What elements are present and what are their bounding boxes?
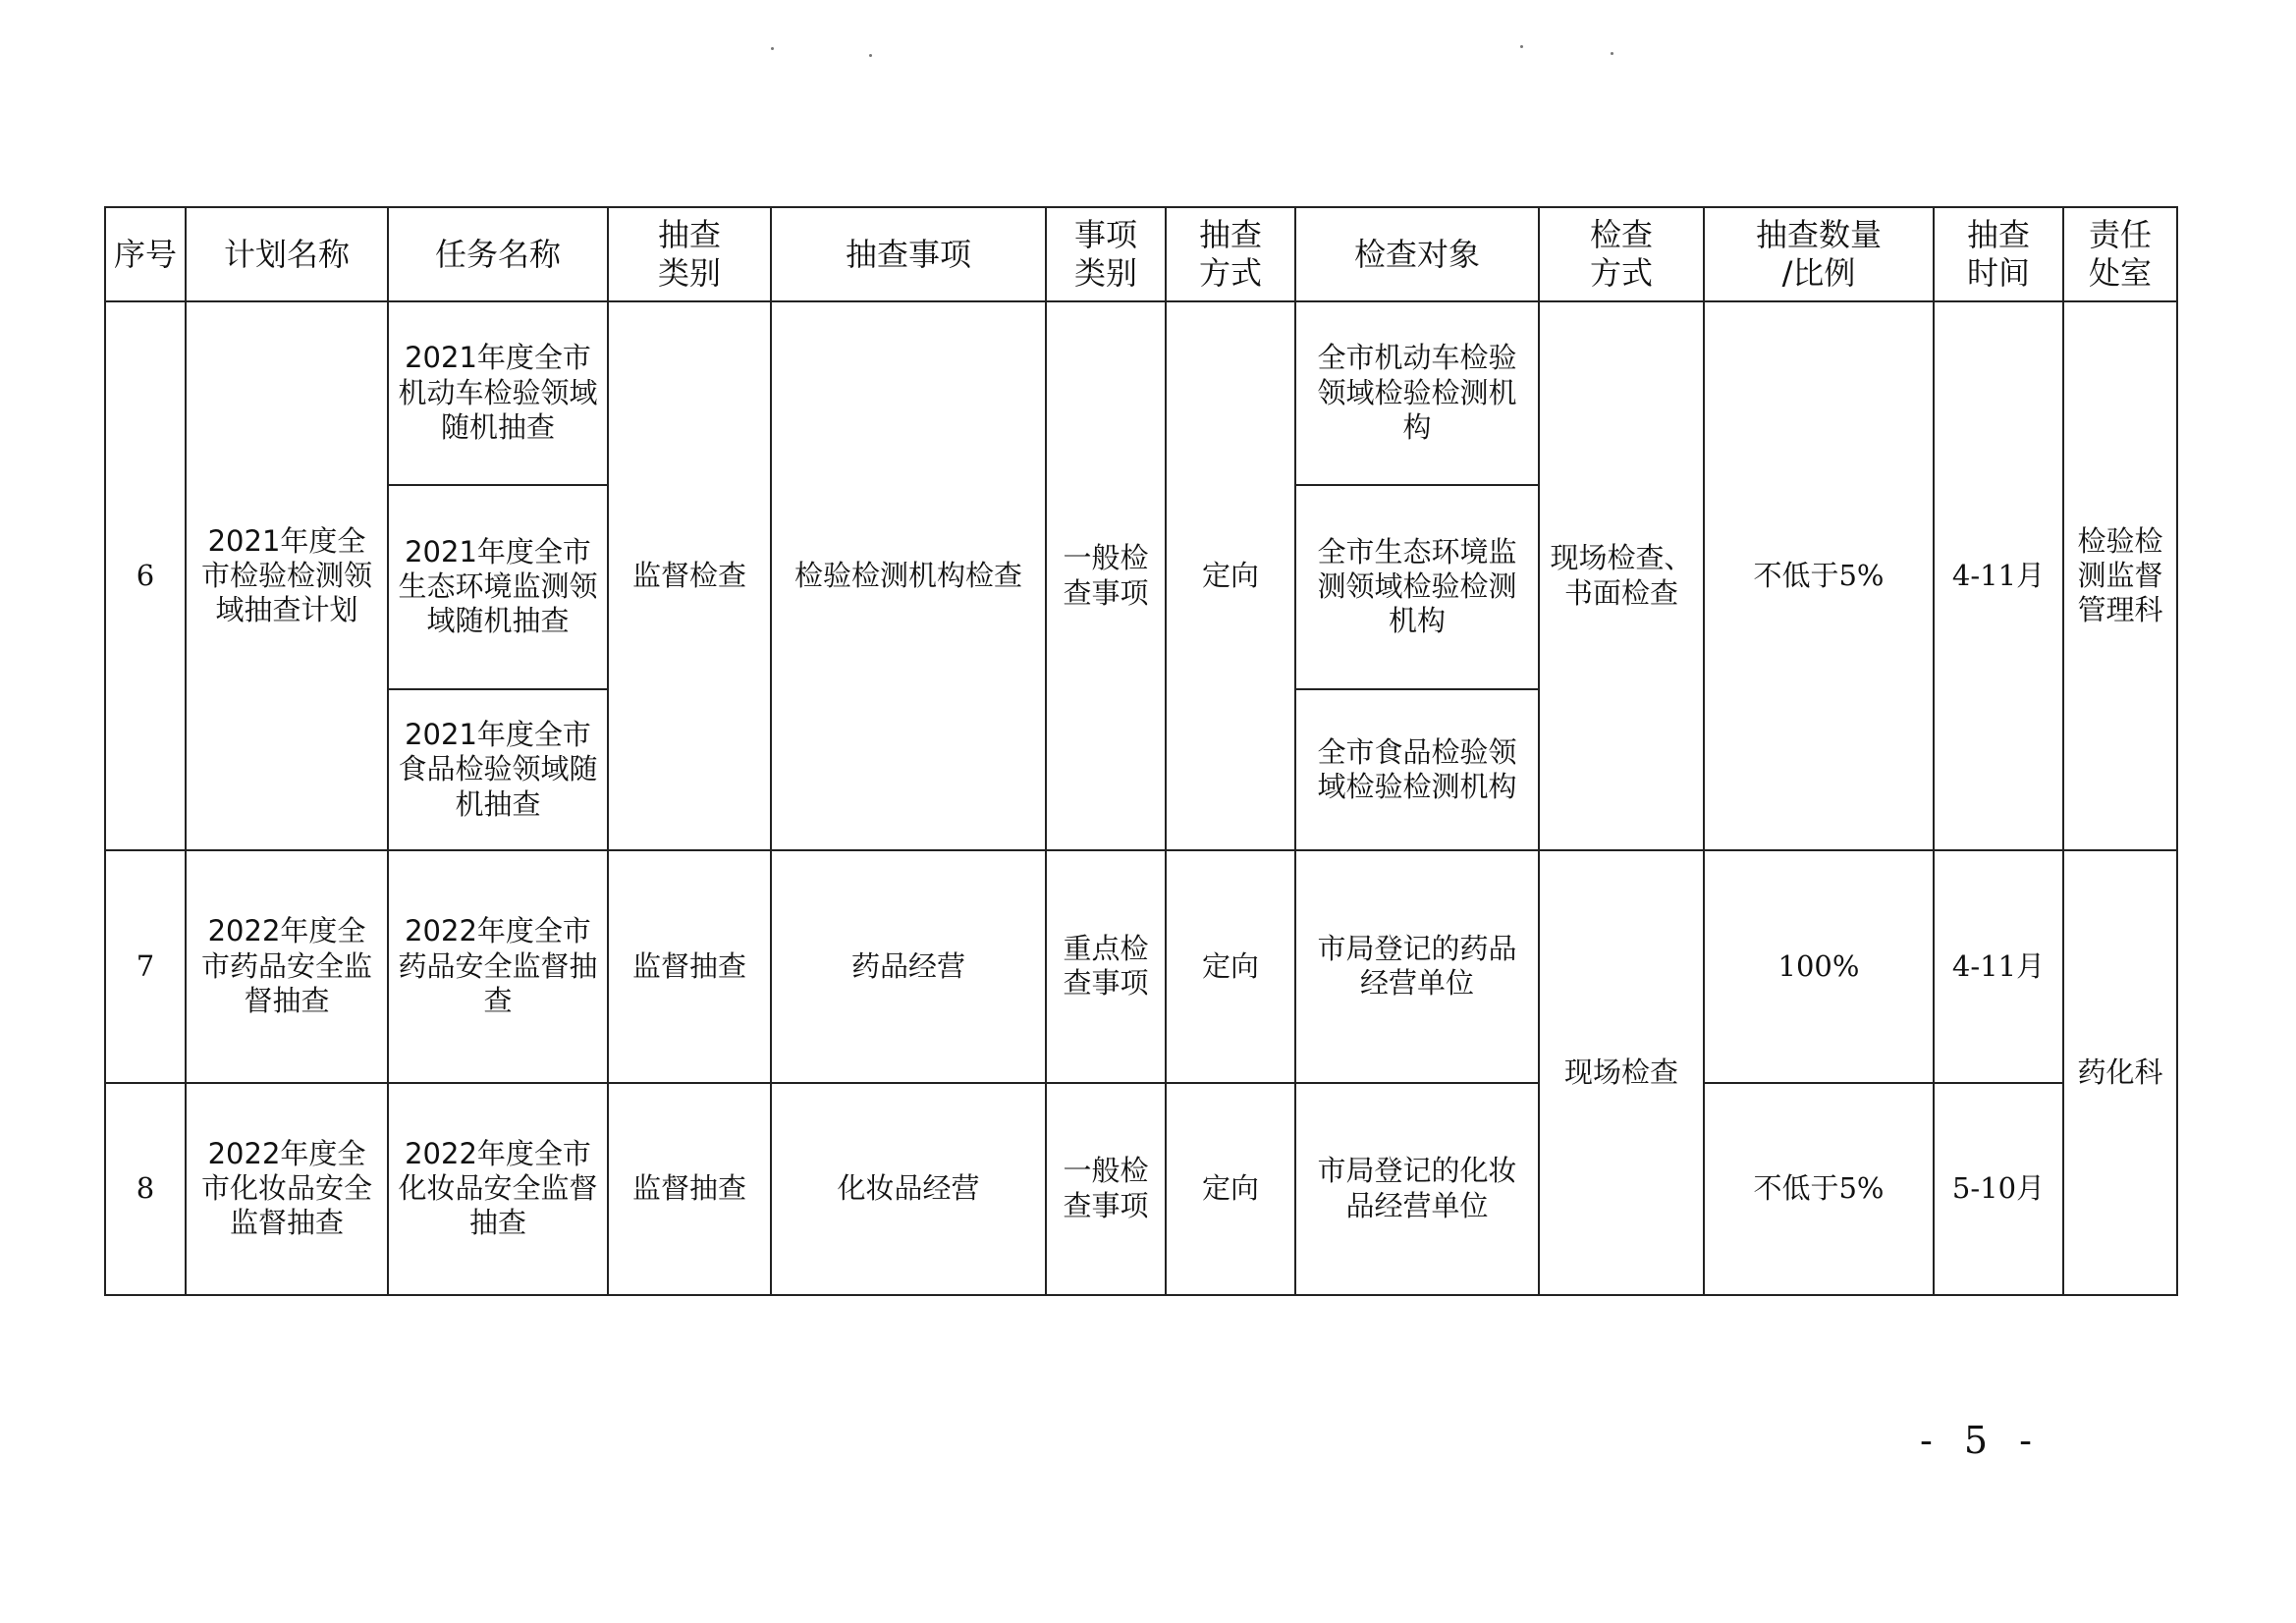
row7-ratio: 100% (1704, 850, 1934, 1082)
header-sampling-method: 抽查 方式 (1166, 207, 1295, 301)
row7-plan-name: 2022年度全市药品安全监督抽查 (186, 850, 388, 1082)
scan-speck (1520, 45, 1523, 48)
row8-plan-name: 2022年度全市化妆品安全监督抽查 (186, 1083, 388, 1295)
scan-speck (1611, 52, 1613, 55)
header-inspection-method: 检查 方式 (1539, 207, 1704, 301)
row7-target: 市局登记的药品经营单位 (1295, 850, 1539, 1082)
row8-time: 5-10月 (1934, 1083, 2063, 1295)
row7-time: 4-11月 (1934, 850, 2063, 1082)
row8-item: 化妆品经营 (771, 1083, 1046, 1295)
table-row (105, 301, 2177, 484)
page-number: - 5 - (1920, 1419, 2043, 1462)
row8-seq: 8 (105, 1083, 186, 1295)
row6-item-type: 一般检查事项 (1046, 301, 1166, 850)
row8-target: 市局登记的化妆品经营单位 (1295, 1083, 1539, 1295)
row6-task-1: 2021年度全市机动车检验领域随机抽查 (388, 301, 608, 484)
row8-task-name: 2022年度全市化妆品安全监督抽查 (388, 1083, 608, 1295)
header-department: 责任 处室 (2063, 207, 2177, 301)
row6-task-3: 2021年度全市食品检验领域随机抽查 (388, 689, 608, 850)
header-task-name: 任务名称 (388, 207, 608, 301)
header-ratio: 抽查数量 /比例 (1704, 207, 1934, 301)
header-item-type: 事项 类别 (1046, 207, 1166, 301)
row8-method: 定向 (1166, 1083, 1295, 1295)
row6-plan-name: 2021年度全市检验检测领域抽查计划 (186, 301, 388, 850)
row6-department: 检验检测监督管理科 (2063, 301, 2177, 850)
header-time: 抽查 时间 (1934, 207, 2063, 301)
header-row (105, 207, 2177, 301)
row6-target-2: 全市生态环境监测领域检验检测机构 (1295, 485, 1539, 689)
row7-seq: 7 (105, 850, 186, 1082)
row6-task-2: 2021年度全市生态环境监测领域随机抽查 (388, 485, 608, 689)
row8-ratio: 不低于5% (1704, 1083, 1934, 1295)
table-row (105, 850, 2177, 1082)
header-inspection-item: 抽查事项 (771, 207, 1046, 301)
row7-item: 药品经营 (771, 850, 1046, 1082)
row6-method: 定向 (1166, 301, 1295, 850)
row6-category: 监督检查 (608, 301, 771, 850)
scan-speck (869, 54, 872, 57)
scan-speck (771, 47, 774, 50)
row7-task-name: 2022年度全市药品安全监督抽查 (388, 850, 608, 1082)
row7-method: 定向 (1166, 850, 1295, 1082)
row7-item-type: 重点检查事项 (1046, 850, 1166, 1082)
row78-department: 药化科 (2063, 850, 2177, 1295)
row6-seq: 6 (105, 301, 186, 850)
row6-ratio: 不低于5% (1704, 301, 1934, 850)
row6-target-1: 全市机动车检验领域检验检测机构 (1295, 301, 1539, 484)
row8-category: 监督抽查 (608, 1083, 771, 1295)
row6-target-3: 全市食品检验领域检验检测机构 (1295, 689, 1539, 850)
row7-category: 监督抽查 (608, 850, 771, 1082)
inspection-plan-table (104, 206, 2178, 1296)
header-inspection-target: 检查对象 (1295, 207, 1539, 301)
row8-item-type: 一般检查事项 (1046, 1083, 1166, 1295)
table-row (105, 1083, 2177, 1295)
row6-time: 4-11月 (1934, 301, 2063, 850)
header-plan-name: 计划名称 (186, 207, 388, 301)
row6-inspect-method: 现场检查、书面检查 (1539, 301, 1704, 850)
row6-item: 检验检测机构检查 (771, 301, 1046, 850)
row78-inspect-method: 现场检查 (1539, 850, 1704, 1295)
header-category: 抽查 类别 (608, 207, 771, 301)
header-seq: 序号 (105, 207, 186, 301)
